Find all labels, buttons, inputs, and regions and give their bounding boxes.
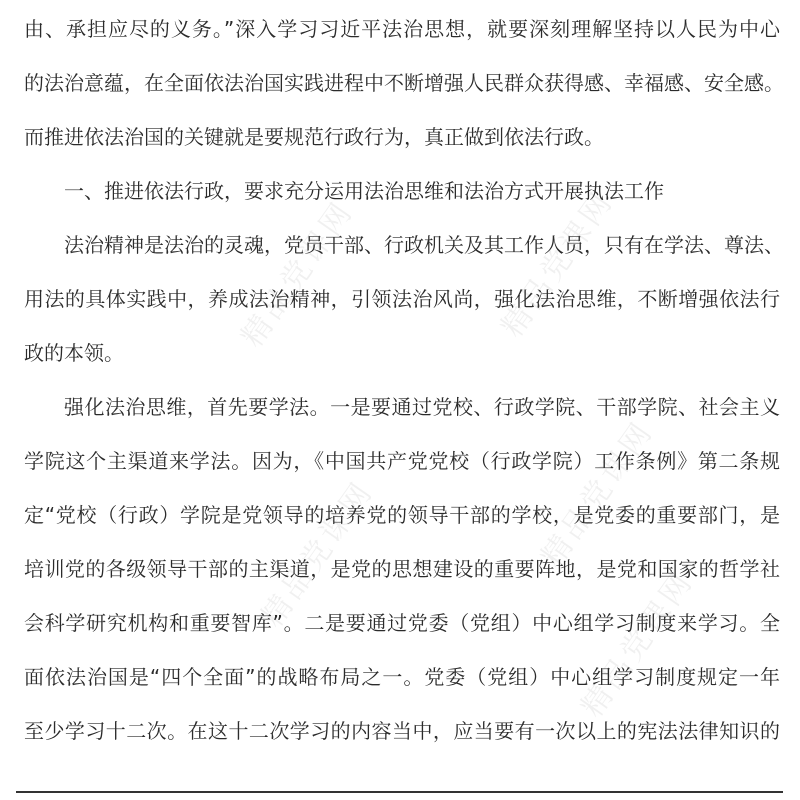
paragraph-line: 面依法治国是“四个全面”的战略布局之一。党委（党组）中心组学习制度规定一年	[24, 665, 780, 689]
watermark-text: 精品党课网	[234, 194, 361, 354]
paragraph-line: 学院这个主渠道来学法。因为，《中国共产党党校（行政学院）工作条例》第二条规	[24, 449, 780, 473]
paragraph-line: 的法治意蕴，在全面依法治国实践进程中不断增强人民群众获得感、幸福感、安全感。	[24, 71, 784, 95]
page-divider	[16, 791, 783, 793]
watermark-text: 精品党课网	[574, 564, 701, 724]
paragraph-line: 定“党校（行政）学院是党领导的培养党的领导干部的学校，是党委的重要部门，是	[24, 503, 780, 527]
watermark-text: 精品党课网	[534, 414, 661, 574]
watermark-text: 精品党课网	[254, 474, 381, 634]
paragraph-line: 会科学研究机构和重要智库”。二是要通过党委（党组）中心组学习制度来学习。全	[24, 611, 780, 635]
watermark-text: 精品党课网	[494, 184, 621, 344]
paragraph-line: 培训党的各级领导干部的主渠道，是党的思想建设的重要阵地，是党和国家的哲学社	[24, 557, 780, 581]
section-heading: 一、推进依法行政，要求充分运用法治思维和法治方式开展执法工作	[64, 179, 664, 203]
paragraph-line: 而推进依法治国的关键就是要规范行政行为，真正做到依法行政。	[24, 125, 604, 149]
paragraph-line: 政的本领。	[24, 341, 124, 365]
paragraph-line: 由、承担应尽的义务。”深入学习习近平法治思想，就要深刻理解坚持以人民为中心	[24, 17, 780, 41]
paragraph-line: 强化法治思维，首先要学法。一是要通过党校、行政学院、干部学院、社会主义	[64, 395, 780, 419]
paragraph-line: 至少学习十二次。在这十二次学习的内容当中，应当要有一次以上的宪法法律知识的	[24, 719, 780, 743]
paragraph-line: 用法的具体实践中，养成法治精神，引领法治风尚，强化法治思维，不断增强依法行	[24, 287, 780, 311]
paragraph-line: 法治精神是法治的灵魂，党员干部、行政机关及其工作人员，只有在学法、尊法、	[64, 233, 784, 257]
